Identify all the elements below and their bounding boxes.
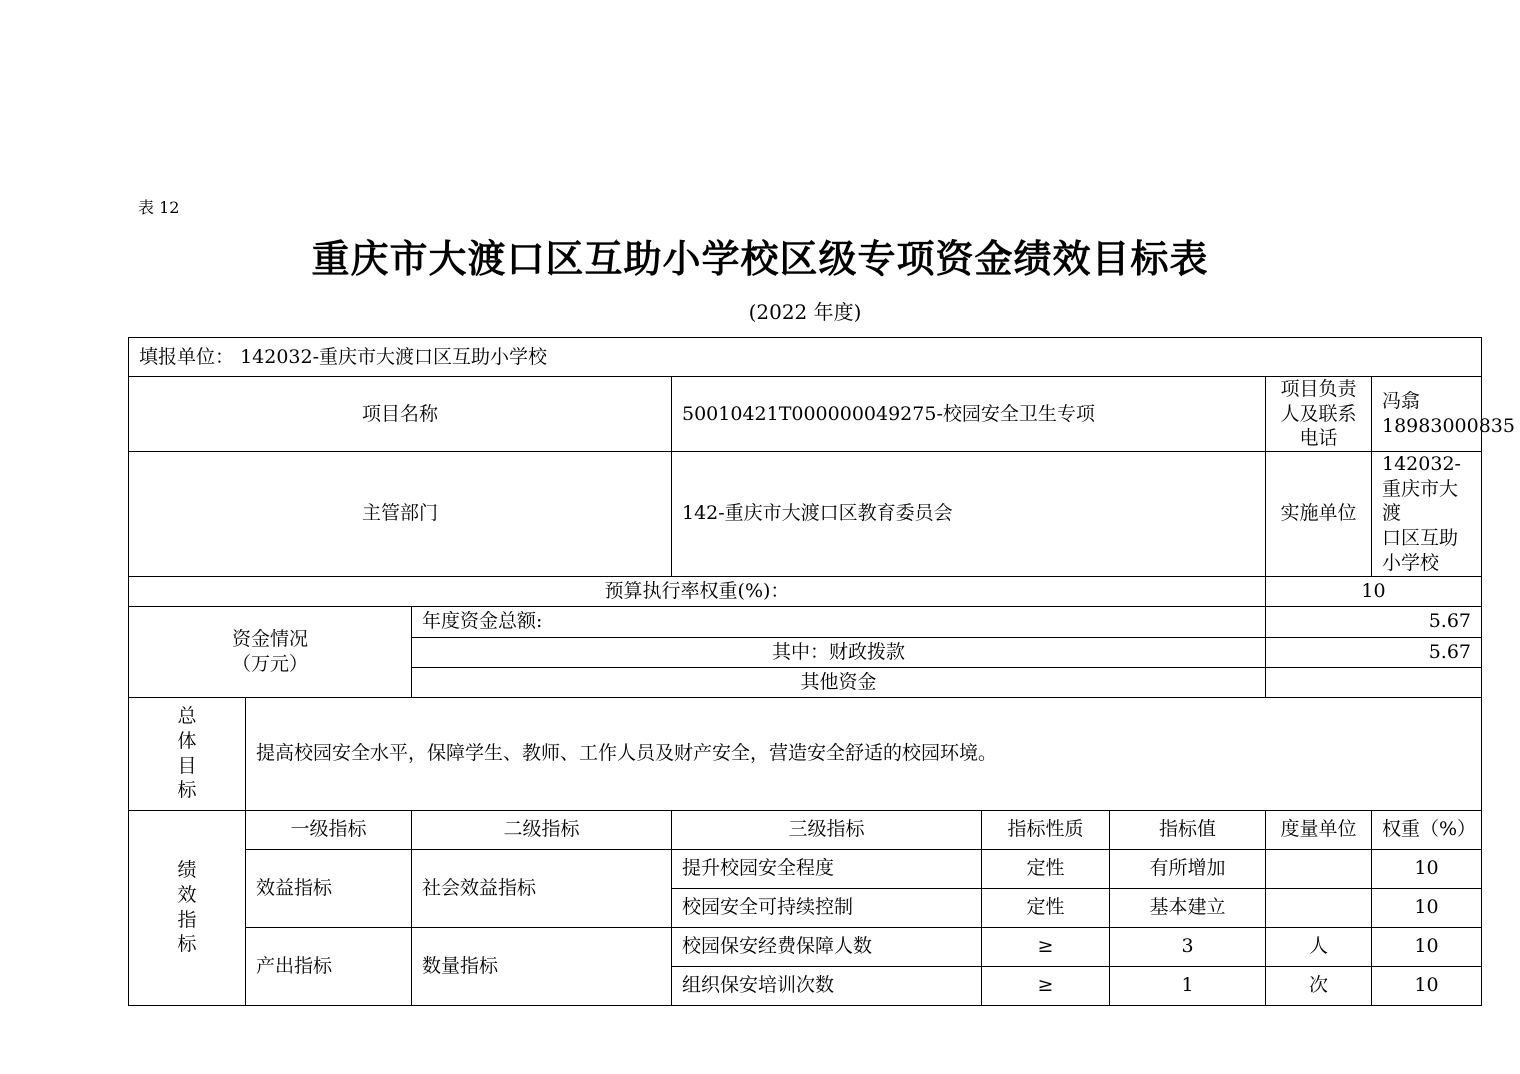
department-row [129,452,1482,576]
indicator-value: 基本建立 [1110,888,1266,927]
column-header: 度量单位 [1266,810,1372,849]
budget-weight-value: 10 [1266,576,1482,606]
overall-goal-char: 目 [177,754,197,777]
indicator-row [129,927,1482,966]
funds-other-label: 其他资金 [412,667,1266,697]
funds-row [129,606,1482,637]
implementing-unit-line1: 142032-重庆市大渡 [1382,453,1461,525]
indicator-weight: 10 [1372,888,1482,927]
overall-goal-char: 标 [177,779,197,802]
level1-indicator: 效益指标 [246,849,412,927]
document-title: 重庆市大渡口区互助小学校区级专项资金绩效目标表 [311,237,1209,281]
performance-char: 绩 [177,859,197,882]
overall-goal-char: 总 [177,705,197,728]
indicator-weight: 10 [1372,849,1482,888]
document-year: (2022 年度) [748,300,862,324]
level3-indicator: 组织保安培训次数 [672,966,982,1005]
level3-indicator: 校园安全可持续控制 [672,888,982,927]
contact-value: 冯翕 18983000835 [1372,377,1482,452]
performance-char: 标 [177,933,197,956]
indicator-unit: 人 [1266,927,1372,966]
indicator-nature: ≥ [982,966,1110,1005]
funds-total-label: 年度资金总额: [412,606,1266,637]
level3-indicator: 提升校园安全程度 [672,849,982,888]
department-value: 142-重庆市大渡口区教育委员会 [672,452,1266,576]
indicator-nature: 定性 [982,849,1110,888]
implementing-unit-value [1372,452,1482,576]
level1-indicator: 产出指标 [246,927,412,1005]
budget-weight-label: 预算执行率权重(%)： [129,576,1266,606]
indicator-header-row [129,810,1482,849]
funds-fiscal-label: 其中：财政拨款 [412,637,1266,667]
indicator-row [129,849,1482,888]
reporting-unit-row [129,338,1482,377]
project-name-label: 项目名称 [129,377,672,452]
indicator-value: 有所增加 [1110,849,1266,888]
budget-weight-row [129,576,1482,606]
performance-char: 指 [177,908,197,931]
indicator-weight: 10 [1372,966,1482,1005]
level2-indicator: 社会效益指标 [412,849,672,927]
contact-label: 项目负责人及联系电话 [1266,377,1372,452]
project-row [129,377,1482,452]
column-header: 指标值 [1110,810,1266,849]
overall-goal-char: 体 [177,729,197,752]
implementing-unit-label: 实施单位 [1266,452,1372,576]
level3-indicator: 校园保安经费保障人数 [672,927,982,966]
funds-fiscal-value: 5.67 [1266,637,1482,667]
indicator-nature: 定性 [982,888,1110,927]
indicator-value: 1 [1110,966,1266,1005]
indicator-weight: 10 [1372,927,1482,966]
reporting-unit-label: 填报单位： [139,345,235,368]
funds-other-value [1266,667,1482,697]
funds-label-line1: 资金情况 [231,627,308,650]
indicator-value: 3 [1110,927,1266,966]
funds-label-line2: （万元） [231,652,308,675]
overall-goal-row [129,697,1482,810]
indicator-unit [1266,849,1372,888]
performance-label [129,810,246,1005]
reporting-unit-value: 142032-重庆市大渡口区互助小学校 [240,345,548,368]
funds-total-value: 5.67 [1266,606,1482,637]
column-header: 权重（%） [1372,810,1482,849]
project-name-value: 50010421T000000049275-校园安全卫生专项 [672,377,1266,452]
table-number: 表 12 [138,198,180,217]
indicator-nature: ≥ [982,927,1110,966]
overall-goal-label [129,697,246,810]
overall-goal-text: 提高校园安全水平，保障学生、教师、工作人员及财产安全，营造安全舒适的校园环境。 [246,697,1482,810]
column-header: 一级指标 [246,810,412,849]
performance-target-table [128,337,1515,1006]
column-header: 三级指标 [672,810,982,849]
performance-char: 效 [177,883,197,906]
column-header: 二级指标 [412,810,672,849]
column-header: 指标性质 [982,810,1110,849]
reporting-unit-cell [129,338,1482,377]
level2-indicator: 数量指标 [412,927,672,1005]
indicator-unit [1266,888,1372,927]
implementing-unit-line2: 口区互助小学校 [1382,527,1459,574]
department-label: 主管部门 [129,452,672,576]
indicator-unit: 次 [1266,966,1372,1005]
funds-label [129,606,412,697]
